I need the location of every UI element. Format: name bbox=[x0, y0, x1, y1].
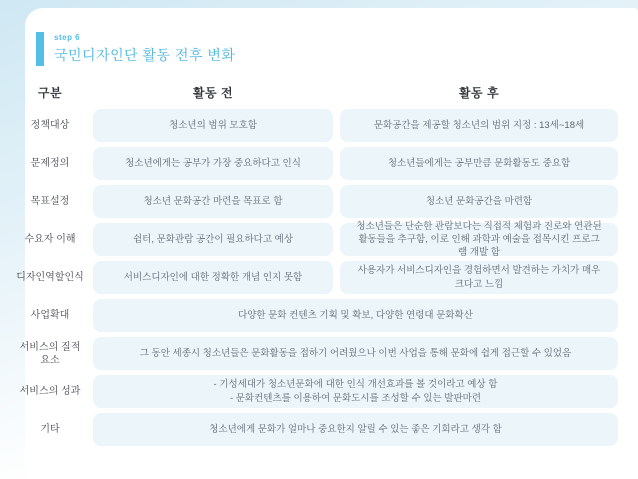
column-header-after: 활동 후 bbox=[458, 86, 500, 100]
before-cell: 청소년에게는 공부가 가장 중요하다고 인식 bbox=[93, 147, 333, 180]
row-label: 목표설정 bbox=[30, 196, 70, 207]
page-title: 국민디자인단 활동 전후 변화 bbox=[54, 47, 236, 63]
row-label: 문제정의 bbox=[30, 158, 70, 169]
column-header-category: 구분 bbox=[37, 86, 63, 100]
before-cell: 서비스디자인에 대한 정확한 개념 인지 못함 bbox=[93, 261, 333, 294]
table-body bbox=[14, 109, 618, 446]
row-label: 수요자 이해 bbox=[24, 234, 76, 245]
after-cell: 문화공간을 제공할 청소년의 범위 지정 : 13세~18세 bbox=[340, 109, 618, 142]
before-cell: 청소년의 범위 모호함 bbox=[93, 109, 333, 142]
before-cell: 청소년 문화공간 마련을 목표로 함 bbox=[93, 185, 333, 218]
after-cell: 청소년들에게는 공부만큼 문화활동도 중요함 bbox=[340, 147, 618, 180]
table-header-row bbox=[14, 84, 618, 101]
row-label: 사업확대 bbox=[30, 310, 70, 321]
after-cell: 청소년들은 단순한 관람보다는 직접적 체험과 진로와 연관된 활동들을 추구함, 이로 인해 과학과 예술을 접목시킨 프로그램 개발 함 bbox=[340, 223, 618, 256]
step-label: step 6 bbox=[54, 33, 81, 42]
before-cell: 쉼터, 문화관람 공간이 필요하다고 예상 bbox=[93, 223, 333, 256]
full-cell bbox=[93, 375, 618, 408]
row-label: 디자인역할인식 bbox=[16, 272, 84, 283]
slide-header bbox=[36, 32, 235, 66]
row-label: 서비스의 성과 bbox=[19, 386, 81, 397]
full-cell: 다양한 문화 컨텐츠 기획 및 확보, 다양한 연령대 문화확산 bbox=[93, 299, 618, 332]
bullet-line: - 기성세대가 청소년문화에 대한 인식 개선효과를 볼 것이라고 예상 함 bbox=[213, 379, 498, 391]
after-cell: 사용자가 서비스디자인을 경험하면서 발견하는 가치가 매우 크다고 느낌 bbox=[340, 261, 618, 294]
column-header-before: 활동 전 bbox=[192, 86, 234, 100]
row-label: 서비스의 질적 요소 bbox=[19, 341, 81, 366]
full-cell: 청소년에게 문화가 얼마나 중요한지 알릴 수 있는 좋은 기회라고 생각 함 bbox=[93, 413, 618, 446]
full-cell: 그 동안 세종시 청소년들은 문화활동을 접하기 어려웠으나 이번 사업을 통해 문화에 쉽게 접근할 수 있었음 bbox=[93, 337, 618, 370]
row-label: 정책대상 bbox=[30, 120, 70, 131]
bullet-line: - 문화컨텐츠를 이용하여 문화도시를 조성할 수 있는 발판마련 bbox=[229, 392, 482, 404]
before-after-table bbox=[14, 84, 618, 446]
after-cell: 청소년 문화공간을 마련함 bbox=[340, 185, 618, 218]
accent-bar bbox=[36, 32, 44, 66]
row-label: 기타 bbox=[40, 424, 60, 435]
